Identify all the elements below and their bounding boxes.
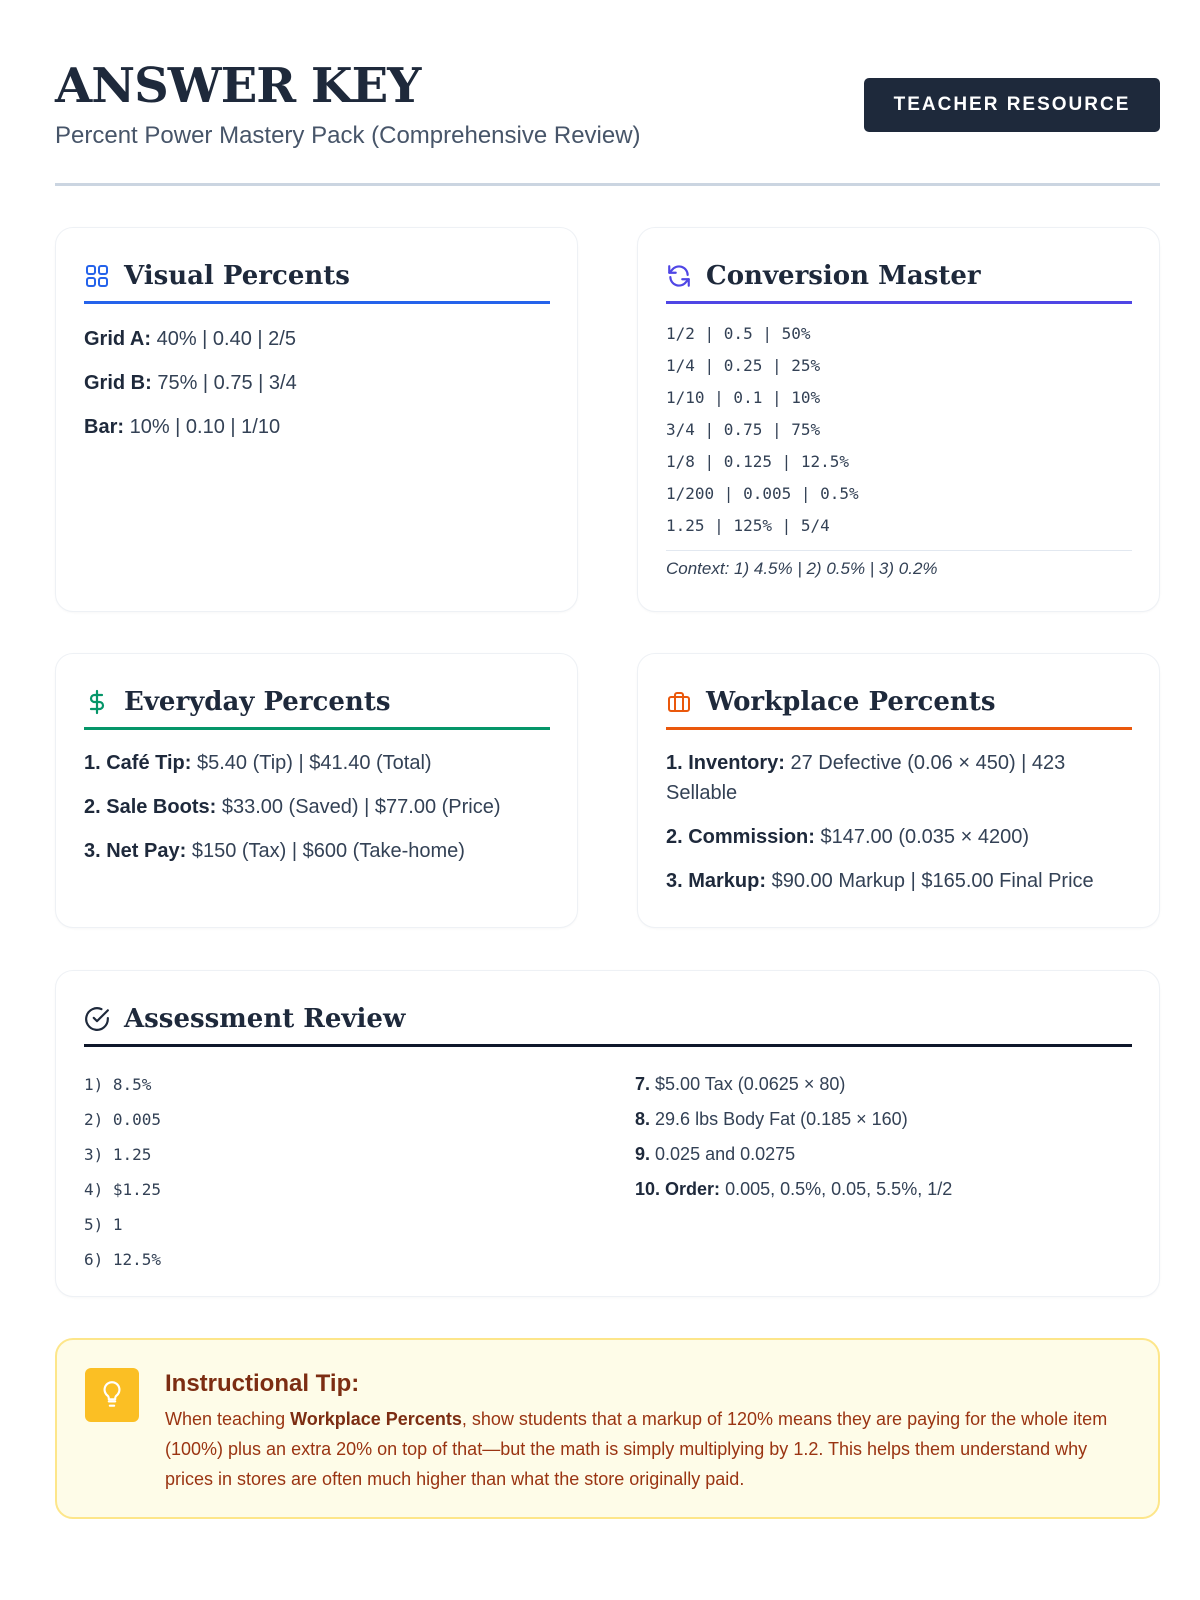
item-label: Grid B: <box>84 372 152 394</box>
assessment-answer <box>635 1137 1135 1172</box>
workplace-percents-body <box>666 748 1132 910</box>
conversion-row: 1/8 | 0.125 | 12.5% <box>666 452 850 471</box>
assessment-answer <box>635 1172 1135 1207</box>
tip-text <box>165 1404 1130 1494</box>
tip-text-before: When teaching <box>165 1409 291 1429</box>
item-value: 40% | 0.40 | 2/5 <box>156 328 296 350</box>
assessment-answer <box>635 1067 1135 1102</box>
list-item <box>84 748 550 778</box>
item-label: 2. Sale Boots: <box>84 796 217 818</box>
assessment-answer: 1) 8.5% <box>84 1075 152 1094</box>
visual-percents-title: Visual Percents <box>124 260 350 291</box>
list-item <box>84 324 550 354</box>
item-label: 3. Markup: <box>666 870 767 892</box>
conversion-master-body <box>666 318 1132 579</box>
item-value: $5.00 Tax (0.0625 × 80) <box>655 1074 846 1094</box>
item-label: 1. Café Tip: <box>84 752 192 774</box>
instructional-tip-box <box>55 1338 1160 1519</box>
list-item <box>666 866 1132 896</box>
visual-percents-body <box>84 324 550 456</box>
assessment-left-column <box>84 1067 584 1277</box>
tip-text-bold: Workplace Percents <box>290 1409 462 1429</box>
list-item <box>84 836 550 866</box>
page-subtitle: Percent Power Mastery Pack (Comprehensive Review) <box>55 122 641 149</box>
item-value: $90.00 Markup | $165.00 Final Price <box>771 870 1094 892</box>
check-circle-icon <box>84 1006 110 1032</box>
conversion-row: 1.25 | 125% | 5/4 <box>666 516 830 535</box>
conversion-context: Context: 1) 4.5% | 2) 0.5% | 3) 0.2% <box>666 550 1132 579</box>
assessment-answer <box>635 1102 1135 1137</box>
assessment-answer: 6) 12.5% <box>84 1250 162 1269</box>
assessment-answer: 4) $1.25 <box>84 1180 162 1199</box>
list-item <box>84 368 550 398</box>
conversion-row: 1/10 | 0.1 | 10% <box>666 388 821 407</box>
conversion-row: 1/4 | 0.25 | 25% <box>666 356 821 375</box>
item-label: 9. <box>635 1144 651 1164</box>
item-value: $150 (Tax) | $600 (Take-home) <box>191 840 465 862</box>
assessment-answer: 5) 1 <box>84 1215 123 1234</box>
item-label: Bar: <box>84 416 125 438</box>
item-label: 3. Net Pay: <box>84 840 187 862</box>
conversion-row: 1/200 | 0.005 | 0.5% <box>666 484 859 503</box>
tip-title: Instructional Tip: <box>165 1370 360 1397</box>
briefcase-icon <box>666 689 692 715</box>
list-item <box>84 412 550 442</box>
item-label: 1. Inventory: <box>666 752 785 774</box>
page-header <box>55 60 1160 186</box>
item-label: 10. Order: <box>635 1179 721 1199</box>
conversion-master-title: Conversion Master <box>706 260 981 291</box>
item-label: 2. Commission: <box>666 826 815 848</box>
assessment-review-header <box>84 999 1132 1047</box>
item-value: 0.005, 0.5%, 0.05, 5.5%, 1/2 <box>725 1179 953 1199</box>
assessment-review-title: Assessment Review <box>124 1003 406 1034</box>
item-value: 29.6 lbs Body Fat (0.185 × 160) <box>655 1109 908 1129</box>
conversion-master-card <box>637 227 1160 612</box>
assessment-right-column <box>635 1067 1135 1207</box>
item-label: Grid A: <box>84 328 152 350</box>
conversion-row: 1/2 | 0.5 | 50% <box>666 324 811 343</box>
conversion-row: 3/4 | 0.75 | 75% <box>666 420 821 439</box>
dollar-icon <box>84 689 110 715</box>
page-title: ANSWER KEY <box>55 58 421 114</box>
item-value: $147.00 (0.035 × 4200) <box>820 826 1029 848</box>
lightbulb-icon <box>85 1368 139 1422</box>
everyday-percents-title: Everyday Percents <box>124 686 391 717</box>
tip-text-after: , show students that a markup of 120% means they are paying for the whole item (100%) plus an extra 20% on top of that—but the math is simply multiplying by 1.2. This helps them understand why prices in stores are often much higher than what the store originally paid. <box>165 1409 1108 1489</box>
assessment-answer: 2) 0.005 <box>84 1110 162 1129</box>
item-value: 75% | 0.75 | 3/4 <box>157 372 297 394</box>
workplace-percents-card <box>637 653 1160 928</box>
everyday-percents-body <box>84 748 550 880</box>
item-value: $33.00 (Saved) | $77.00 (Price) <box>221 796 501 818</box>
visual-percents-header <box>84 256 550 304</box>
item-value: $5.40 (Tip) | $41.40 (Total) <box>197 752 432 774</box>
list-item <box>666 822 1132 852</box>
list-item <box>666 748 1132 808</box>
teacher-resource-badge: TEACHER RESOURCE <box>864 78 1160 132</box>
assessment-answer: 3) 1.25 <box>84 1145 152 1164</box>
item-value: 0.025 and 0.0275 <box>655 1144 796 1164</box>
item-value: 27 Defective (0.06 × 450) | 423 Sellable <box>666 752 1066 804</box>
everyday-percents-card <box>55 653 578 928</box>
item-label: 7. <box>635 1074 651 1094</box>
assessment-review-card <box>55 970 1160 1297</box>
refresh-icon <box>666 263 692 289</box>
list-item <box>84 792 550 822</box>
visual-percents-card <box>55 227 578 612</box>
workplace-percents-header <box>666 682 1132 730</box>
workplace-percents-title: Workplace Percents <box>706 686 996 717</box>
everyday-percents-header <box>84 682 550 730</box>
item-label: 8. <box>635 1109 651 1129</box>
grid-icon <box>84 263 110 289</box>
item-value: 10% | 0.10 | 1/10 <box>129 416 281 438</box>
conversion-master-header <box>666 256 1132 304</box>
